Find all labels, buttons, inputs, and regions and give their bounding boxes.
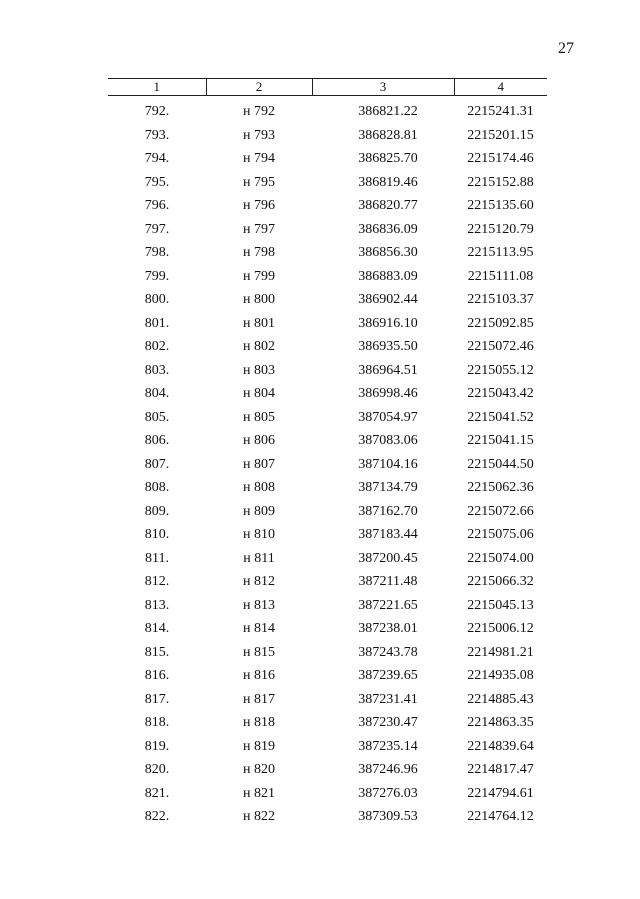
coordinate-x: 386856.30 [358, 245, 418, 260]
table-row [108, 570, 547, 594]
coordinate-y: 2215074.00 [467, 550, 534, 566]
coordinate-x: 386819.46 [358, 174, 418, 190]
point-name: н 814 [243, 621, 275, 636]
table-row [108, 124, 547, 148]
row-number: 801. [144, 315, 170, 331]
point-name: н 809 [243, 503, 275, 519]
row-number: 807. [144, 456, 170, 472]
coordinate-x: 386836.09 [358, 221, 418, 237]
table-row [108, 194, 547, 218]
coordinate-y: 2215135.60 [467, 198, 534, 213]
coordinates-table [108, 78, 547, 829]
table-row [108, 147, 547, 171]
coordinate-x: 387246.96 [358, 762, 418, 777]
row-number: 816. [144, 668, 170, 683]
coordinate-x: 386883.09 [358, 268, 418, 284]
point-name: н 799 [243, 268, 275, 284]
coordinate-y: 2214764.12 [467, 809, 534, 824]
coordinate-x: 386935.50 [358, 339, 418, 354]
coordinate-x: 387238.01 [358, 621, 418, 636]
point-name: н 820 [243, 762, 275, 777]
table-row [108, 711, 547, 735]
coordinate-y: 2215072.66 [467, 503, 534, 519]
table-row [108, 641, 547, 665]
coordinate-x: 387235.14 [358, 738, 418, 754]
point-name: н 810 [243, 527, 275, 542]
row-number: 821. [144, 785, 170, 801]
coordinate-y: 2214863.35 [467, 715, 534, 730]
table-row [108, 171, 547, 195]
point-name: н 808 [243, 480, 275, 495]
row-number: 795. [144, 174, 170, 190]
point-name: н 812 [243, 574, 275, 589]
table-header-row [108, 79, 547, 96]
coordinate-y: 2215111.08 [467, 268, 534, 284]
coordinate-y: 2215041.52 [467, 409, 534, 425]
page-number: 27 [558, 40, 574, 57]
coordinate-y: 2214885.43 [467, 691, 534, 707]
table-row [108, 312, 547, 336]
coordinate-y: 2215120.79 [467, 221, 534, 237]
coordinate-x: 387230.47 [358, 715, 418, 730]
point-name: н 794 [243, 151, 275, 166]
coordinate-y: 2215174.46 [467, 151, 534, 166]
header-col-2: 2 [206, 79, 312, 96]
row-number: 814. [144, 621, 170, 636]
header-col-3: 3 [312, 79, 454, 96]
table-row [108, 453, 547, 477]
coordinate-y: 2214935.08 [467, 668, 534, 683]
table-row [108, 265, 547, 289]
coordinate-x: 387183.44 [358, 527, 418, 542]
table-row [108, 805, 547, 829]
point-name: н 801 [243, 315, 275, 331]
table-row [108, 617, 547, 641]
coordinate-y: 2215241.31 [467, 104, 534, 119]
row-number: 809. [144, 503, 170, 519]
point-name: н 822 [243, 809, 275, 824]
point-name: н 806 [243, 433, 275, 448]
coordinate-y: 2215041.15 [467, 433, 534, 448]
point-name: н 818 [243, 715, 275, 730]
coordinate-x: 387104.16 [358, 456, 418, 472]
row-number: 794. [144, 151, 170, 166]
coordinate-x: 386821.22 [358, 104, 418, 119]
row-number: 798. [144, 245, 170, 260]
coordinate-x: 387309.53 [358, 809, 418, 824]
coordinate-y: 2214839.64 [467, 738, 534, 754]
table-row [108, 547, 547, 571]
row-number: 792. [144, 104, 170, 119]
coordinate-x: 386916.10 [358, 315, 418, 331]
coordinate-y: 2214981.21 [467, 644, 534, 660]
row-number: 820. [144, 762, 170, 777]
point-name: н 813 [243, 597, 275, 613]
table-row [108, 594, 547, 618]
header-col-1: 1 [108, 79, 206, 96]
table-row [108, 96, 547, 124]
coordinate-y: 2215113.95 [467, 245, 534, 260]
point-name: н 792 [243, 104, 275, 119]
point-name: н 816 [243, 668, 275, 683]
coordinate-x: 387276.03 [358, 785, 418, 801]
row-number: 796. [144, 198, 170, 213]
coordinate-x: 386828.81 [358, 127, 418, 143]
coordinate-x: 387243.78 [358, 644, 418, 660]
point-name: н 819 [243, 738, 275, 754]
point-name: н 803 [243, 362, 275, 378]
table-row [108, 359, 547, 383]
row-number: 818. [144, 715, 170, 730]
row-number: 793. [144, 127, 170, 143]
table-row [108, 335, 547, 359]
row-number: 803. [144, 362, 170, 378]
point-name: н 796 [243, 198, 275, 213]
coordinate-y: 2215006.12 [467, 621, 534, 636]
row-number: 800. [144, 292, 170, 307]
coordinate-y: 2215044.50 [467, 456, 534, 472]
coordinate-y: 2215072.46 [467, 339, 534, 354]
row-number: 810. [144, 527, 170, 542]
row-number: 804. [144, 386, 170, 401]
coordinate-y: 2215045.13 [467, 597, 534, 613]
row-number: 811. [145, 550, 169, 566]
row-number: 808. [144, 480, 170, 495]
coordinate-x: 387054.97 [358, 409, 418, 425]
table-row [108, 429, 547, 453]
row-number: 805. [144, 409, 170, 425]
coordinate-x: 386820.77 [358, 198, 418, 213]
coordinate-x: 387134.79 [358, 480, 418, 495]
row-number: 802. [144, 339, 170, 354]
point-name: н 811 [243, 550, 275, 566]
coordinate-y: 2215201.15 [467, 127, 534, 143]
coordinate-y: 2215075.06 [467, 527, 534, 542]
coordinate-y: 2215066.32 [467, 574, 534, 589]
table-body [108, 96, 547, 829]
table-row [108, 382, 547, 406]
table-row [108, 406, 547, 430]
coordinate-y: 2215103.37 [467, 292, 534, 307]
coordinate-x: 387231.41 [358, 691, 418, 707]
table-row [108, 688, 547, 712]
point-name: н 815 [243, 644, 275, 660]
coordinate-x: 387083.06 [358, 433, 418, 448]
coordinate-x: 387200.45 [358, 550, 418, 566]
coordinate-x: 387239.65 [358, 668, 418, 683]
table-row [108, 218, 547, 242]
point-name: н 793 [243, 127, 275, 143]
row-number: 815. [144, 644, 170, 660]
coordinate-y: 2215152.88 [467, 174, 534, 190]
row-number: 806. [144, 433, 170, 448]
row-number: 797. [144, 221, 170, 237]
table-row [108, 288, 547, 312]
coordinate-y: 2215062.36 [467, 480, 534, 495]
point-name: н 800 [243, 292, 275, 307]
row-number: 819. [144, 738, 170, 754]
row-number: 817. [144, 691, 170, 707]
table-row [108, 476, 547, 500]
row-number: 822. [144, 809, 170, 824]
coordinate-y: 2214817.47 [467, 762, 534, 777]
coordinate-x: 386964.51 [358, 362, 418, 378]
point-name: н 802 [243, 339, 275, 354]
point-name: н 798 [243, 245, 275, 260]
point-name: н 807 [243, 456, 275, 472]
coordinate-y: 2215055.12 [467, 362, 534, 378]
coordinate-x: 386825.70 [358, 151, 418, 166]
point-name: н 795 [243, 174, 275, 190]
table-row [108, 758, 547, 782]
coordinate-x: 387221.65 [358, 597, 418, 613]
coordinate-y: 2214794.61 [467, 785, 534, 801]
row-number: 813. [144, 597, 170, 613]
coordinate-x: 387211.48 [358, 574, 418, 589]
header-col-4: 4 [454, 79, 547, 96]
coordinate-y: 2215043.42 [467, 386, 534, 401]
row-number: 799. [144, 268, 170, 284]
table-row [108, 241, 547, 265]
coordinate-y: 2215092.85 [467, 315, 534, 331]
point-name: н 804 [243, 386, 275, 401]
table-row [108, 782, 547, 806]
row-number: 812. [144, 574, 170, 589]
coordinate-x: 386998.46 [358, 386, 418, 401]
point-name: н 805 [243, 409, 275, 425]
coordinate-x: 386902.44 [358, 292, 418, 307]
point-name: н 817 [243, 691, 275, 707]
table-row [108, 523, 547, 547]
point-name: н 821 [243, 785, 275, 801]
table-row [108, 735, 547, 759]
coordinate-x: 387162.70 [358, 503, 418, 519]
table-row [108, 664, 547, 688]
table-row [108, 500, 547, 524]
point-name: н 797 [243, 221, 275, 237]
